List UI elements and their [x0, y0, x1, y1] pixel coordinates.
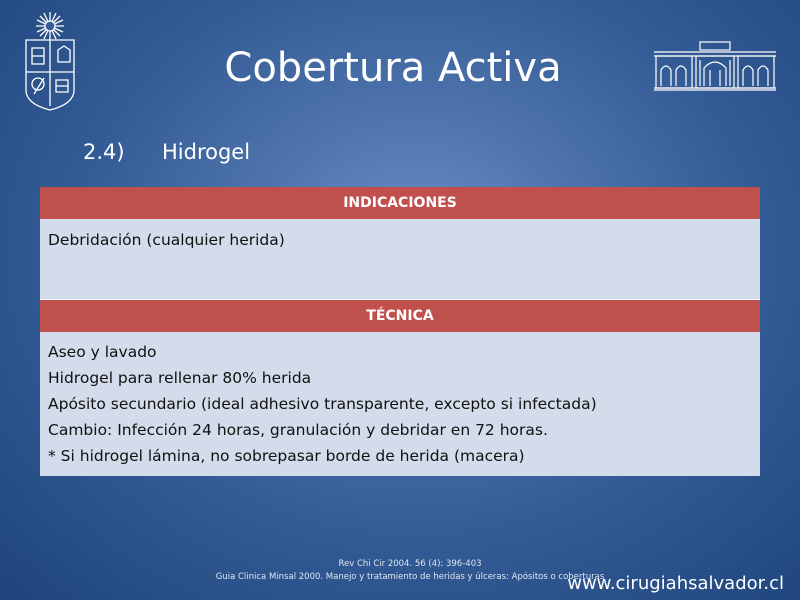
indicaciones-cell [40, 219, 760, 299]
section-number: 2.4) [83, 140, 125, 164]
reference-line: Guia Clinica Minsal 2000. Manejo y tratamiento de heridas y úlceras: Apósitos o coberturas [215, 572, 605, 582]
tecnica-line: Aseo y lavado [48, 343, 157, 361]
reference-line: Rev Chi Cir 2004. 56 (4): 396-403 [338, 559, 482, 569]
indicaciones-line: Debridación (cualquier herida) [48, 231, 285, 249]
website-url: www.cirugiahsalvador.cl [567, 573, 784, 594]
tecnica-line: Cambio: Infección 24 horas, granulación y debridar en 72 horas. [48, 421, 548, 439]
slide-title: Cobertura Activa [224, 45, 562, 91]
tecnica-header: TÉCNICA [40, 300, 760, 332]
section-title: Hidrogel [162, 140, 251, 164]
tecnica-line: Hidrogel para rellenar 80% herida [48, 369, 312, 387]
tecnica-cell [40, 332, 760, 476]
indications-table [40, 187, 760, 476]
tecnica-line: Apósito secundario (ideal adhesivo transparente, excepto si infectada) [48, 395, 597, 413]
building-facade-logo [652, 40, 778, 92]
indicaciones-header: INDICACIONES [40, 187, 760, 219]
tecnica-line: * Si hidrogel lámina, no sobrepasar borde de herida (macera) [48, 447, 525, 465]
